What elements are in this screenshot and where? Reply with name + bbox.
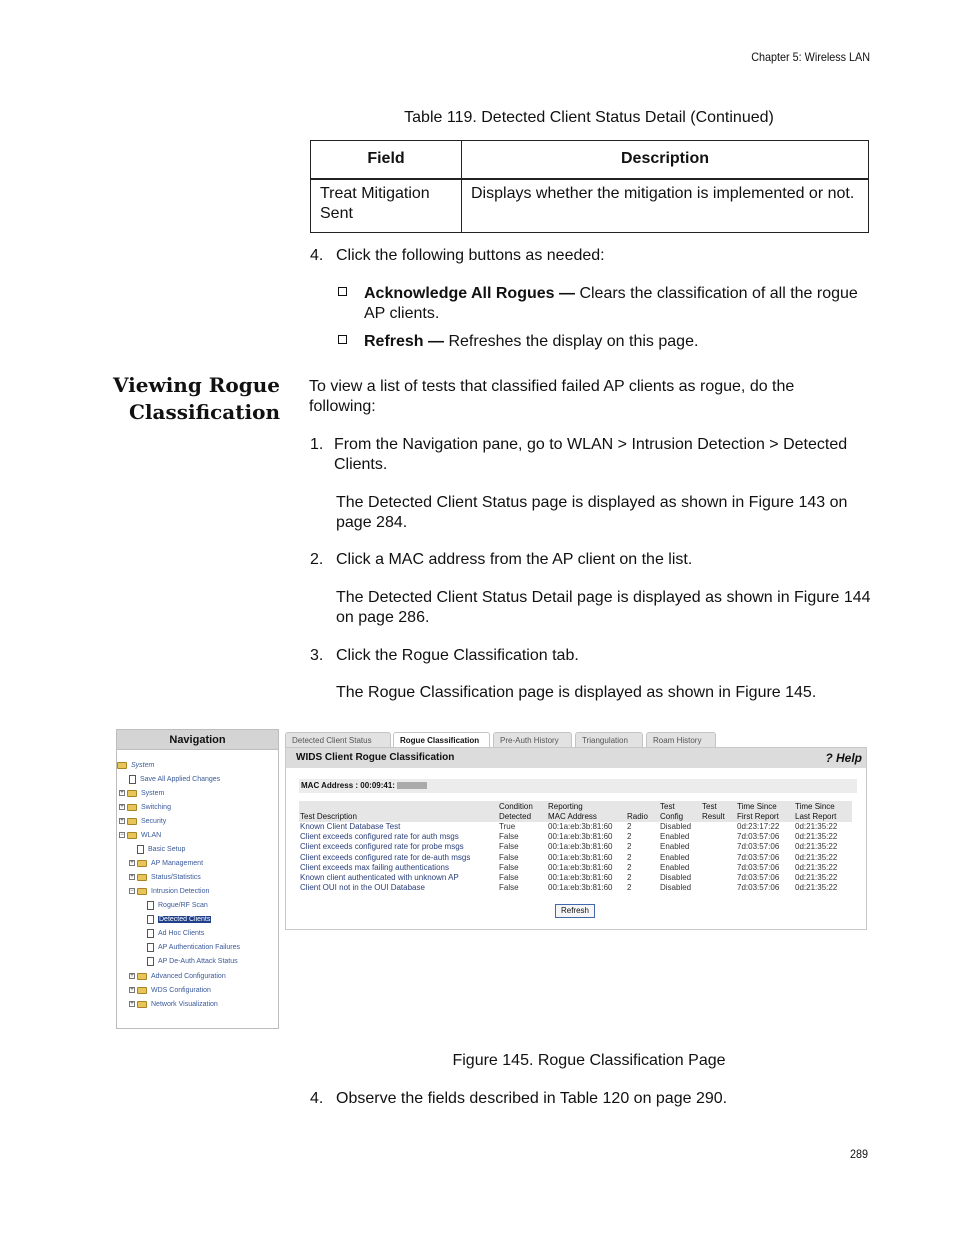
condition-detected-cell: True xyxy=(499,822,516,831)
expand-icon[interactable]: + xyxy=(120,790,124,796)
folder-icon xyxy=(137,973,147,980)
page-icon xyxy=(147,915,154,924)
table-row xyxy=(299,863,852,873)
column-header-field: Field xyxy=(311,141,462,179)
folder-icon xyxy=(137,874,147,881)
step-text: From the Navigation pane, go to WLAN > Intrusion Detection > Detected Clients. xyxy=(333,436,848,473)
page-icon xyxy=(147,943,154,952)
nav-item-wlan[interactable]: − WLAN xyxy=(120,831,162,839)
reporting-mac-cell: 00:1a:eb:3b:81:60 xyxy=(548,862,613,872)
table-caption: Table 119. Detected Client Status Detail (Continued) xyxy=(404,109,774,126)
radio-cell: 2 xyxy=(627,822,632,831)
reporting-mac-cell: 00:1a:eb:3b:81:60 xyxy=(548,852,613,862)
step-number: 2. xyxy=(310,551,324,568)
condition-detected-cell: False xyxy=(499,862,519,872)
test-result-cell xyxy=(701,832,736,842)
reporting-mac-cell: 00:1a:eb:3b:81:60 xyxy=(548,822,613,831)
bullet-acknowledge xyxy=(338,284,858,324)
radio-cell: 2 xyxy=(627,852,632,862)
section-intro: To view a list of tests that classified failed AP clients as rogue, do the following: xyxy=(309,378,795,415)
step-2 xyxy=(310,550,860,570)
col-time-last-report: Time Since Last Report xyxy=(794,801,852,822)
expand-icon[interactable]: + xyxy=(130,973,134,979)
figure-caption: Figure 145. Rogue Classification Page xyxy=(452,1052,726,1069)
last-report-cell: 0d:21:35:22 xyxy=(795,862,838,872)
step-text: Click the Rogue Classification tab. xyxy=(336,647,579,664)
step-1 xyxy=(310,435,860,475)
nav-item-detected-clients[interactable]: Detected Clients xyxy=(147,913,211,925)
field-description-table xyxy=(310,140,869,233)
collapse-icon[interactable]: − xyxy=(130,888,134,894)
step-4-buttons xyxy=(310,246,605,266)
test-description-cell: Client exceeds configured rate for de-auth msgs xyxy=(300,852,471,862)
reporting-mac-cell: 00:1a:eb:3b:81:60 xyxy=(548,883,613,893)
expand-icon[interactable]: + xyxy=(120,818,124,824)
test-config-cell: Enabled xyxy=(660,852,690,862)
bullet-refresh xyxy=(338,332,858,352)
last-report-cell: 0d:21:35:22 xyxy=(795,852,838,862)
test-result-cell xyxy=(701,883,736,893)
col-time-first-report: Time Since First Report xyxy=(736,801,794,822)
step-4-observe xyxy=(310,1089,727,1109)
navigation-pane xyxy=(116,729,279,1029)
test-config-cell: Disabled xyxy=(660,822,692,831)
navigation-title: Navigation xyxy=(117,730,278,750)
bullet-desc: Refreshes the display on this page. xyxy=(444,333,699,350)
folder-icon xyxy=(137,987,147,994)
expand-icon[interactable]: + xyxy=(130,987,134,993)
field-cell: Treat Mitigation Sent xyxy=(311,179,462,233)
tab-detected-client-status[interactable]: Detected Client Status xyxy=(285,732,391,748)
first-report-cell: 7d:03:57:06 xyxy=(737,883,780,893)
test-description-cell: Client exceeds max failing authentications xyxy=(300,862,449,872)
first-report-cell: 7d:03:57:06 xyxy=(737,852,780,862)
tab-roam-history[interactable]: Roam History xyxy=(646,732,716,748)
page-number: 289 xyxy=(849,1147,868,1161)
nav-item-network-visualization[interactable]: + Network Visualization xyxy=(130,1000,218,1008)
last-report-cell: 0d:21:35:22 xyxy=(795,822,838,831)
help-link[interactable]: ? Help xyxy=(825,751,862,765)
condition-detected-cell: False xyxy=(499,883,519,893)
last-report-cell: 0d:21:35:22 xyxy=(795,842,838,852)
expand-icon[interactable]: + xyxy=(130,874,134,880)
col-test-result: Test Result xyxy=(701,801,736,822)
step-2-result: The Detected Client Status Detail page is displayed as shown in Figure 144 on page 286. xyxy=(336,589,871,626)
table-row xyxy=(299,842,852,852)
step-number: 1. xyxy=(310,436,324,453)
reporting-mac-cell: 00:1a:eb:3b:81:60 xyxy=(548,842,613,852)
panel-title-text: WIDS Client Rogue Classification xyxy=(296,752,455,763)
test-description-cell: Known Client Database Test xyxy=(300,822,401,831)
folder-open-icon xyxy=(137,888,147,895)
redacted-mac-mask xyxy=(397,782,427,789)
test-description-cell: Known client authenticated with unknown AP xyxy=(300,873,459,883)
test-result-cell xyxy=(701,863,736,873)
panel-title xyxy=(286,748,866,768)
nav-item-security[interactable]: + Security xyxy=(120,817,167,825)
condition-detected-cell: False xyxy=(499,852,519,862)
first-report-cell: 7d:03:57:06 xyxy=(737,832,780,842)
radio-cell: 2 xyxy=(627,883,632,893)
step-text: Click a MAC address from the AP client on the list. xyxy=(336,551,693,568)
nav-item-switching[interactable]: + Switching xyxy=(120,803,171,811)
test-description-cell: Client exceeds configured rate for auth msgs xyxy=(300,832,459,842)
test-result-cell xyxy=(701,873,736,883)
nav-item-ap-deauth-status[interactable]: AP De-Auth Attack Status xyxy=(147,955,238,967)
bullet-desc: Clears the classification of all the rogue AP clients. xyxy=(364,285,858,322)
collapse-icon[interactable]: − xyxy=(120,832,124,838)
nav-item-intrusion-detection[interactable]: − Intrusion Detection xyxy=(130,887,210,895)
nav-item-rogue-rf-scan[interactable]: Rogue/RF Scan xyxy=(147,899,208,911)
step-number: 4. xyxy=(310,1090,324,1107)
tab-pre-auth-history[interactable]: Pre-Auth History xyxy=(493,732,572,748)
page-icon xyxy=(137,845,144,854)
condition-detected-cell: False xyxy=(499,873,519,883)
expand-icon[interactable]: + xyxy=(120,804,124,810)
test-description-cell: Client exceeds configured rate for probe msgs xyxy=(300,842,464,852)
nav-item-ap-auth-failures[interactable]: AP Authentication Failures xyxy=(147,941,240,953)
col-test-description: Test Description xyxy=(299,801,498,822)
folder-icon xyxy=(127,790,137,797)
folder-icon xyxy=(127,804,137,811)
first-report-cell: 7d:03:57:06 xyxy=(737,873,780,883)
table-row xyxy=(311,179,869,233)
checkbox-bullet-icon xyxy=(338,287,347,296)
step-3 xyxy=(310,646,860,666)
page-icon xyxy=(147,929,154,938)
nav-item-system[interactable]: + System xyxy=(120,789,165,797)
col-radio: Radio xyxy=(626,801,659,822)
page-icon xyxy=(147,901,154,910)
section-heading xyxy=(113,372,280,426)
table-header-row xyxy=(299,801,852,822)
test-config-cell: Enabled xyxy=(660,842,690,852)
bullet-text xyxy=(364,332,698,352)
heading-line-1: Viewing Rogue xyxy=(112,373,280,397)
col-condition-detected: Condition Detected xyxy=(498,801,547,822)
nav-item-save-changes[interactable]: Save All Applied Changes xyxy=(129,773,220,785)
table-row xyxy=(299,873,852,883)
nav-item-advanced-configuration[interactable]: + Advanced Configuration xyxy=(130,972,226,980)
step-text: Click the following buttons as needed: xyxy=(336,247,605,264)
folder-icon xyxy=(137,1001,147,1008)
test-config-cell: Enabled xyxy=(660,832,690,842)
mac-address-row xyxy=(299,779,857,793)
table-row xyxy=(299,832,852,842)
first-report-cell: 7d:03:57:06 xyxy=(737,842,780,852)
step-number: 3. xyxy=(310,647,324,664)
folder-open-icon xyxy=(127,832,137,839)
test-description-cell: Client OUI not in the OUI Database xyxy=(300,883,425,893)
expand-icon[interactable]: + xyxy=(130,860,134,866)
step-3-result: The Rogue Classification page is displayed as shown in Figure 145. xyxy=(336,684,817,701)
folder-open-icon xyxy=(117,762,127,769)
table-row xyxy=(299,853,852,863)
refresh-button[interactable]: Refresh xyxy=(555,904,595,918)
last-report-cell: 0d:21:35:22 xyxy=(795,873,838,883)
radio-cell: 2 xyxy=(627,862,632,872)
first-report-cell: 7d:03:57:06 xyxy=(737,862,780,872)
tab-rogue-classification[interactable]: Rogue Classification xyxy=(393,732,490,748)
nav-item-ad-hoc-clients[interactable]: Ad Hoc Clients xyxy=(147,927,204,939)
folder-icon xyxy=(137,860,147,867)
checkbox-bullet-icon xyxy=(338,335,347,344)
test-result-cell xyxy=(701,853,736,863)
bullet-text xyxy=(364,284,858,324)
nav-item-status-statistics[interactable]: + Status/Statistics xyxy=(130,873,201,881)
nav-item-wds-configuration[interactable]: + WDS Configuration xyxy=(130,986,211,994)
test-result-cell xyxy=(701,842,736,852)
tab-triangulation[interactable]: Triangulation xyxy=(575,732,643,748)
step-number: 4. xyxy=(310,247,324,264)
condition-detected-cell: False xyxy=(499,842,519,852)
test-config-cell: Disabled xyxy=(660,883,692,893)
radio-cell: 2 xyxy=(627,873,632,883)
reporting-mac-cell: 00:1a:eb:3b:81:60 xyxy=(548,873,613,883)
radio-cell: 2 xyxy=(627,842,632,852)
page-icon xyxy=(129,775,136,784)
expand-icon[interactable]: + xyxy=(130,1001,134,1007)
step-text: Observe the fields described in Table 120 on page 290. xyxy=(336,1090,728,1107)
mac-address-label: MAC Address : 00:09:41: xyxy=(301,781,395,790)
last-report-cell: 0d:21:35:22 xyxy=(795,832,838,842)
col-test-config: Test Config xyxy=(659,801,701,822)
nav-item-ap-management[interactable]: + AP Management xyxy=(130,859,204,867)
heading-line-2: Classification xyxy=(129,400,280,424)
nav-item-basic-setup[interactable]: Basic Setup xyxy=(137,843,185,855)
chapter-header: Chapter 5: Wireless LAN xyxy=(751,50,870,64)
col-reporting-mac: Reporting MAC Address xyxy=(547,801,626,822)
table-row xyxy=(299,822,852,832)
nav-item-system-root[interactable]: System xyxy=(117,759,154,771)
test-result-cell xyxy=(701,822,736,832)
page-icon xyxy=(147,957,154,966)
description-cell: Displays whether the mitigation is implemented or not. xyxy=(462,179,869,233)
test-config-cell: Enabled xyxy=(660,862,690,872)
first-report-cell: 0d:23:17:22 xyxy=(737,822,780,831)
radio-cell: 2 xyxy=(627,832,632,842)
step-1-result: The Detected Client Status page is displayed as shown in Figure 143 on page 284. xyxy=(336,494,848,531)
folder-icon xyxy=(127,818,137,825)
condition-detected-cell: False xyxy=(499,832,519,842)
table-row xyxy=(299,883,852,893)
bullet-term: Refresh — xyxy=(364,333,445,350)
column-header-description: Description xyxy=(462,141,869,179)
rogue-classification-table xyxy=(299,801,852,893)
rogue-classification-panel xyxy=(285,747,867,930)
last-report-cell: 0d:21:35:22 xyxy=(795,883,838,893)
bullet-term: Acknowledge All Rogues — xyxy=(364,285,575,302)
reporting-mac-cell: 00:1a:eb:3b:81:60 xyxy=(548,832,613,842)
test-config-cell: Disabled xyxy=(660,873,692,883)
